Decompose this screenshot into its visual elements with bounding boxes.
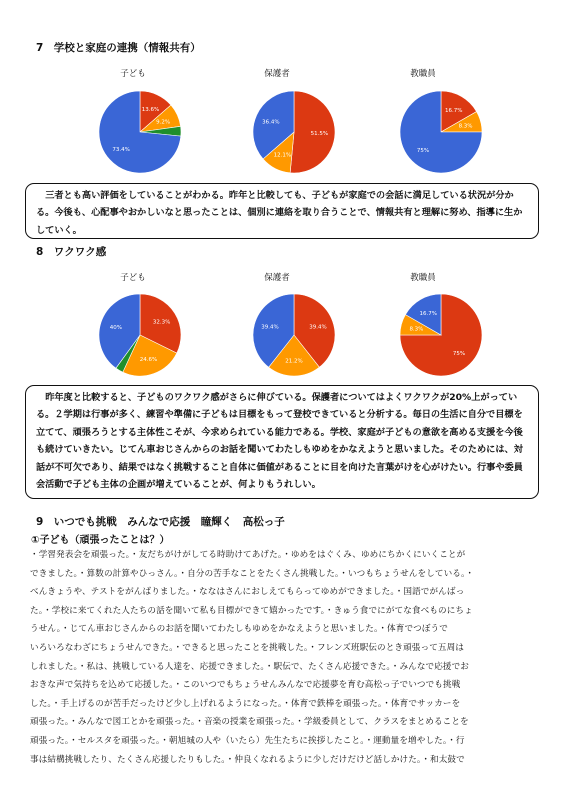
s7-pie-staff xyxy=(399,90,483,174)
s7-chart2-label: 保護者 xyxy=(264,69,290,79)
s9-line: うせん。・じてん車おじさんからのお話を聞いてわたしもゆめをかなえようと思いました。・体育でつぼうで xyxy=(30,624,448,635)
section9-subtitle: ①子ども（頑張ったことは？） xyxy=(31,535,170,546)
pie-slice-label: 12.1% xyxy=(273,152,292,159)
s9-line: た。・学校に来てくれた人たちの話を聞いて私も目標ができて嬉かったです。・きゅう食でにがてな食べものにちょ xyxy=(30,605,473,616)
pie-slice-label: 40% xyxy=(109,325,122,332)
s8-chart3-label: 教職員 xyxy=(410,273,436,283)
pie-slice-label: 51.5% xyxy=(310,131,329,138)
s7-comment-box xyxy=(25,183,539,239)
s7-comment: 三者とも高い評価をしていることがわかる。昨年と比較しても、子どもが家庭での会話に満足している状況が分かる。今後も、心配事やおかしいなと思ったことは、個別に連絡を取り合うことで、情報共有と理解に努め、指導に生かしていく。 xyxy=(36,190,523,236)
pie-slice-label: 36.4% xyxy=(262,119,280,126)
s8-chart2-label: 保護者 xyxy=(264,273,290,283)
s8-pie-parents xyxy=(252,293,336,377)
s9-line: しれました。・私は、挑戦している人達を、応援できました。・駅伝で、たくさん応援できた。・みんなで応援でお xyxy=(30,661,470,672)
pie-slice-label: 24.6% xyxy=(139,356,158,363)
s8-chart1-label: 子ども xyxy=(120,273,146,283)
s7-pie-parents xyxy=(252,90,336,174)
pie-slice-label: 75% xyxy=(416,147,430,154)
section7-title: 7 学校と家庭の連携（情報共有） xyxy=(36,42,201,54)
s7-chart1-label: 子ども xyxy=(120,69,146,79)
s9-line: べんきょうや、テストをがんばりました。・ななはさんにおしえてもらってゆめができました。・国語でがんばっ xyxy=(30,587,465,598)
pie-slice-label: 16.7% xyxy=(419,310,438,317)
s8-comment-box xyxy=(25,385,539,499)
s9-line: 頑張った。・セルスタを頑張った。・朝旭城の人や（いたら）先生たちに挨拶したこと。・運動量を増やした。・行 xyxy=(30,735,465,746)
pie-slice-label: 21.2% xyxy=(285,358,303,365)
pie-slice-label: 32.3% xyxy=(152,319,171,326)
s9-line: おきな声で気持ちを込めて応援した。・このいつでもちょうせんみんなで応援夢を育む高松っ子でいつでも挑戦 xyxy=(30,680,461,691)
pie-slice-label: 8.3% xyxy=(409,326,424,333)
s9-line: 頑張った。・みんなで図工とかを頑張った。・音楽の授業を頑張った。・学級委員として、クラスをまとめることを xyxy=(30,717,469,728)
s8-comment: 昨年度と比較すると、子どものワクワク感がさらに伸びている。保護者についてはよくワクワクが20%上がっている。２学期は行事が多く、練習や準備に子どもは目標をもって登校できていると分析する。毎日の生活に自分で目標を立てて、頑張ろうとする主体性こそが、今求められている能力である。学校、家庭が子どもの意欲を高める支援を今後も続けていきたい。じてん車おじさんからのお話を聞いてわたしもゆめをかなえようと思いました。そのためには、対話が不可欠であり、結果ではなく挑戦すること自体に価値があることに目を向けた言葉がけを心がけたい。行事や委員会活動で子ども主体の企画が増えていることが、何よりもうれしい。 xyxy=(36,392,523,491)
pie-slice-label: 39.4% xyxy=(261,324,279,331)
pie-slice-label: 75% xyxy=(452,350,466,357)
s7-pie-children xyxy=(98,90,182,174)
s9-line: いろいろなわざにちょうせんできた。・できると思ったことを挑戦した。・フレンズ班駅伝のとき頑張って五周は xyxy=(30,642,464,653)
pie-slice-label: 73.4% xyxy=(112,147,130,154)
s9-line: 事は結構挑戦したり、たくさん応援したりもした。・仲良くなれるように少しだけだけど話しかけた。・和太鼓で xyxy=(30,754,465,765)
section9-title: 9 いつでも挑戦 みんなで応援 瞳輝く 高松っ子 xyxy=(36,516,285,528)
s9-line: ・学習発表会を頑張った。・友だちがけがしてる時助けてあげた。・ゆめをはぐくみ、ゆめにちかくにいくことが xyxy=(30,550,466,560)
pie-slice-label: 9.2% xyxy=(156,119,171,126)
s9-line: できました。・算数の計算やひっさん。・自分の苦手なことをたくさん挑戦した。・いつもちょうせんをしている。・ xyxy=(30,568,475,579)
s8-pie-staff xyxy=(399,293,483,377)
pie-slice-label: 39.4% xyxy=(309,324,327,331)
section8-title: 8 ワクワク感 xyxy=(36,246,107,258)
pie-slice-label: 13.6% xyxy=(141,106,160,113)
s7-chart3-label: 教職員 xyxy=(410,69,436,79)
pie-slice-label: 8.3% xyxy=(458,123,473,130)
pie-slice-label: 16.7% xyxy=(444,107,463,114)
s8-pie-children xyxy=(98,293,182,377)
s9-line: した。・手上げるのが苦手だったけど少し上げれるようになった。・体育で鉄棒を頑張った。・体育でサッカーを xyxy=(30,698,461,709)
s9-answers xyxy=(30,546,540,769)
